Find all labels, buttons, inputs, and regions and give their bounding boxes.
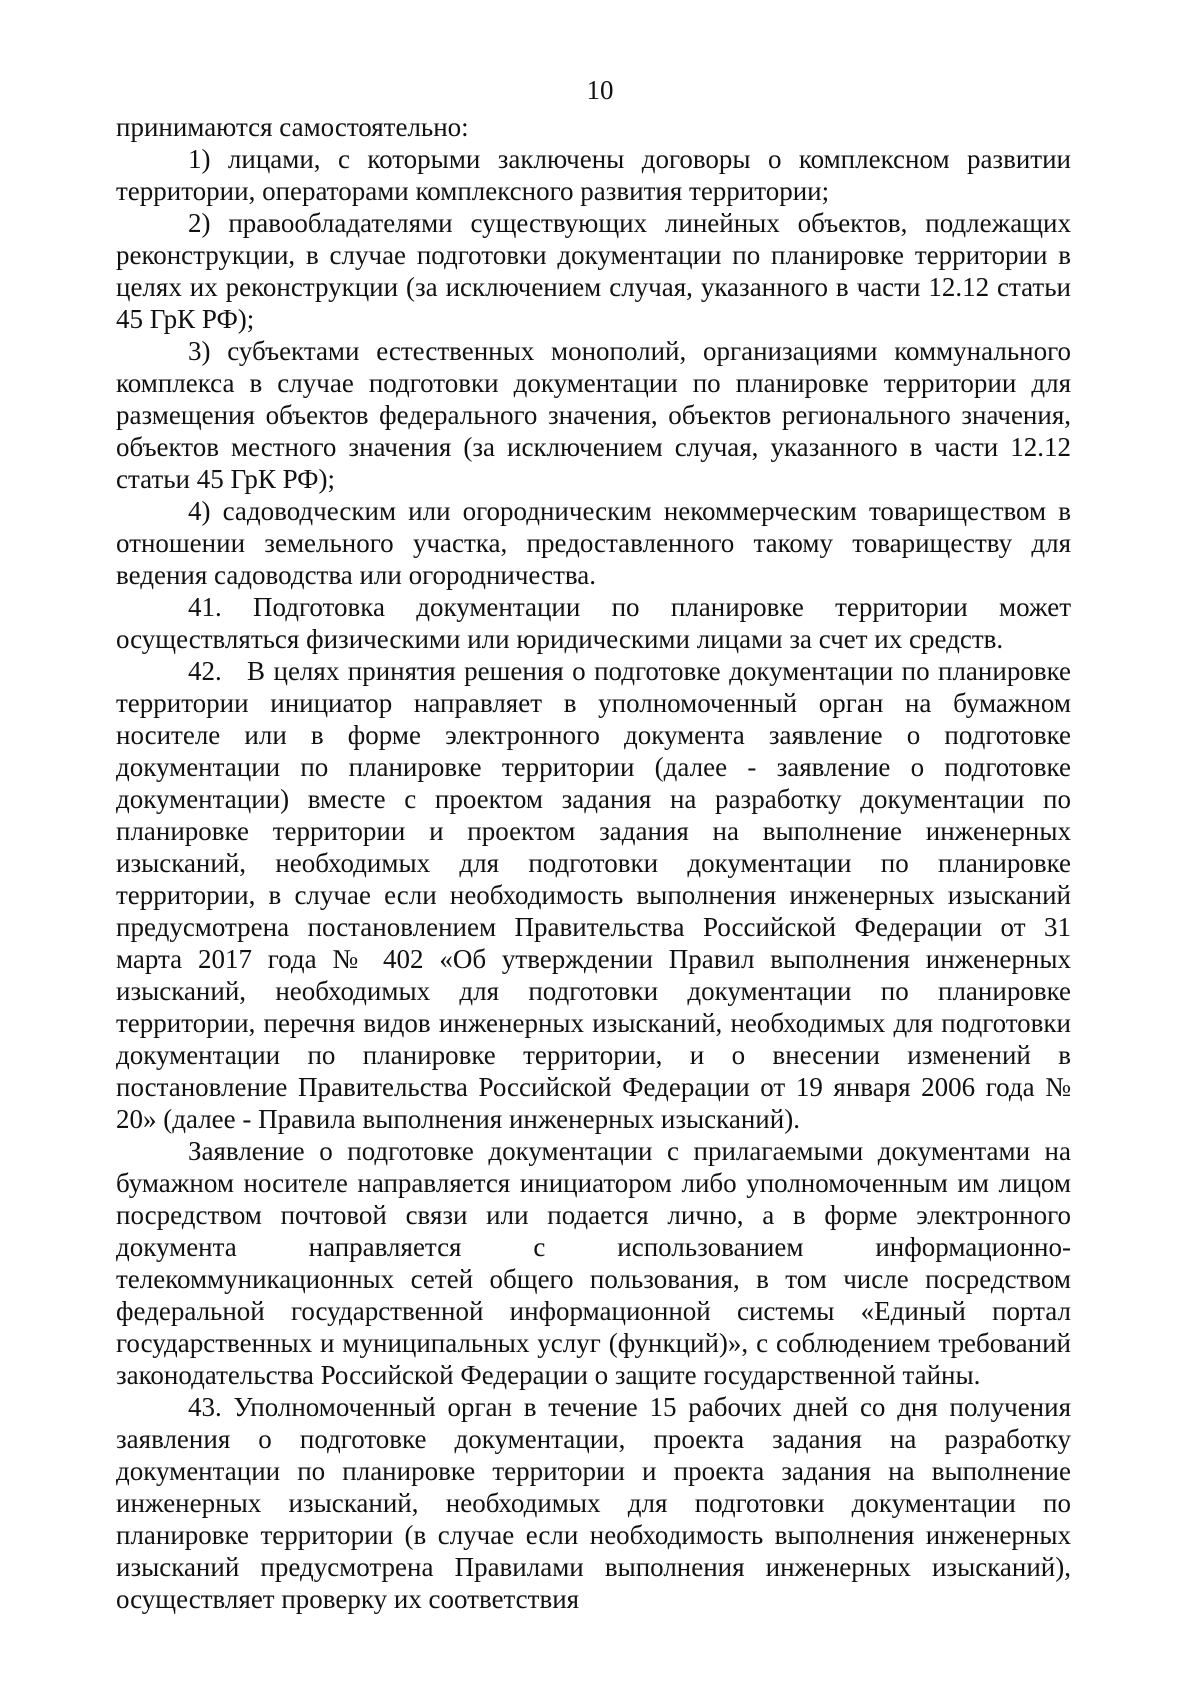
paragraph-clause-42: 42. В целях принятия решения о подготовке документации по планировке территории инициатор направляет в уполномоченный орган на бумажном носителе или в форме электронного документа заявление о подготовке документации по планировке территории (далее - заявление о подготовке документации) вместе с проектом задания на разработку документации по планировке территории и проектом задания на выполнение инженерных изысканий, необходимых для подготовки документации по планировке территории, в случае если необходимость выполнения инженерных изысканий предусмотрена постановлением Правительства Российской Федерации от 31 марта 2017 года № 402 «Об утверждении Правил выполнения инженерных изысканий, необходимых для подготовки документации по планировке территории, перечня видов инженерных изысканий, необходимых для подготовки документации по планировке территории, и о внесении изменений в постановление Правительства Российской Федерации от 19 января 2006 года № 20» (далее - Правила выполнения инженерных изысканий). (116, 656, 1078, 1134)
document-body (116, 111, 1078, 1615)
paragraph-clause-43: 43. Уполномоченный орган в течение 15 рабочих дней со дня получения заявления о подготовке документации, проекта задания на разработку документации по планировке территории и проекта задания на выполнение инженерных изысканий, необходимых для подготовки документации по планировке территории (в случае если необходимость выполнения инженерных изысканий предусмотрена Правилами выполнения инженерных изысканий), осуществляет проверку их соответствия (116, 1392, 1071, 1614)
paragraph-item-3: 3) субъектами естественных монополий, организациями коммунального комплекса в случае подготовки документации по планировке территории для размещения объектов федерального значения, объектов регионального значения, объектов местного значения (за исключением случая, указанного в части 12.12 статьи 45 ГрК РФ); (116, 336, 1071, 494)
paragraph-application-submission: Заявление о подготовке документации с прилагаемыми документами на бумажном носителе направляется инициатором либо уполномоченным им лицом посредством почтовой связи или подается лично, а в форме электронного документа направляется с использованием информационно-телекоммуникационных сетей общего пользования, в том числе посредством федеральной государственной информационной системы «Единый портал государственных и муниципальных услуг (функций)», с соблюдением требований законодательства Российской Федерации о защите государственной тайны. (116, 1136, 1071, 1390)
paragraph-item-1: 1) лицами, с которыми заключены договоры о комплексном развитии территории, операторами комплексного развития территории; (116, 144, 1071, 206)
page-number: 10 (586, 75, 614, 105)
paragraph-item-2: 2) правообладателями существующих линейных объектов, подлежащих реконструкции, в случае подготовки документации по планировке территории в целях их реконструкции (за исключением случая, указанного в части 12.12 статьи 45 ГрК РФ); (116, 208, 1071, 334)
paragraph-clause-41: 41. Подготовка документации по планировке территории может осуществляться физическими или юридическими лицами за счет их средств. (116, 592, 1071, 654)
paragraph-intro: принимаются самостоятельно: (116, 112, 469, 142)
paragraph-item-4: 4) садоводческим или огородническим некоммерческим товариществом в отношении земельного участка, предоставленного такому товариществу для ведения садоводства или огородничества. (116, 496, 1071, 590)
